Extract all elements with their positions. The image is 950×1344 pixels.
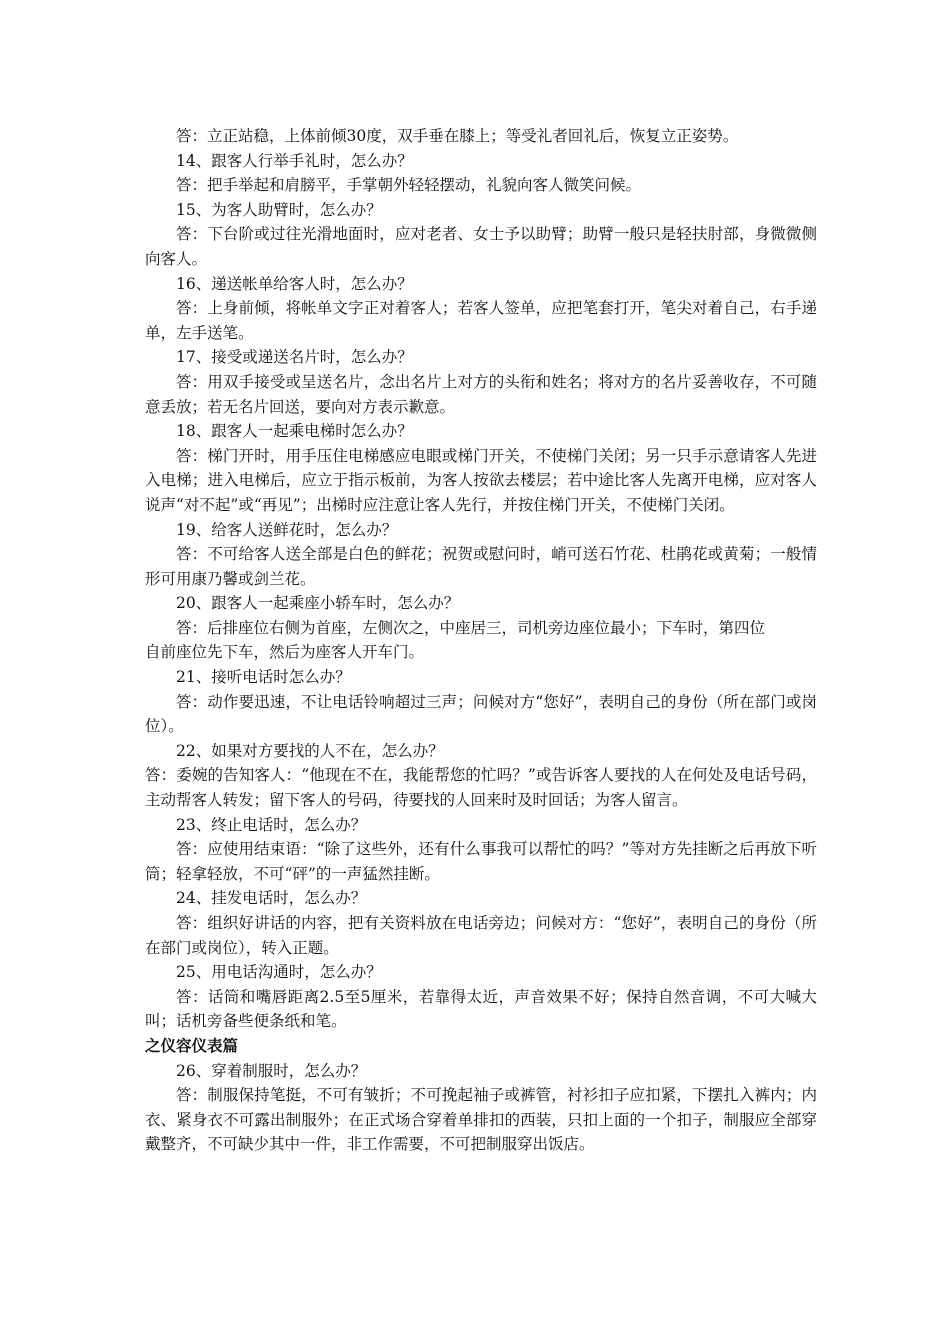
answer-16: 答：上身前倾，将帐单文字正对着客人；若客人签单，应把笔套打开，笔尖对着自己，右手递单，左手送笔。 — [145, 299, 817, 342]
answer-20-part1: 答：后排座位右侧为首座，左侧次之，中座居三，司机旁边座位最小；下车时，第四位 — [176, 618, 766, 637]
question-20: 20、跟客人一起乘座小轿车时，怎么办？ — [176, 594, 460, 613]
answer-26: 答：制服保持笔挺，不可有皱折；不可挽起袖子或裤管，衬衫扣子应扣紧，下摆扎入裤内；内衣、紧身衣不可露出制服外；在正式场合穿着单排扣的西装，只扣上面的一个扣子，制服应全部穿戴整齐，不可缺少其中一件，非工作需要，不可把制服穿出饭店。 — [145, 1086, 817, 1154]
question-16: 16、递送帐单给客人时，怎么办？ — [176, 274, 413, 293]
question-18: 18、跟客人一起乘电梯时怎么办？ — [176, 422, 413, 441]
answer-22: 答：委婉的告知客人：“他现在不在，我能帮您的忙吗？”或告诉客人要找的人在何处及电话号码，主动帮客人转发；留下客人的号码，待要找的人回来时及时回话；为客人留言。 — [145, 766, 817, 810]
answer-14: 答：把手举起和肩膀平，手掌朝外轻轻摆动，礼貌向客人微笑问候。 — [176, 176, 642, 195]
question-17: 17、接受或递送名片时，怎么办？ — [176, 348, 413, 367]
answer-18: 答：梯门开时，用手压住电梯感应电眼或梯门开关，不使梯门关闭；另一只手示意请客人先进入电梯；进入电梯后，应立于指示板前，为客人按欲去楼层；若中途比客人先离开电梯，应对客人说声“对不起”或“再见”；出梯时应注意让客人先行，并按住梯门开关，不使梯门关闭。 — [145, 446, 817, 514]
question-14: 14、跟客人行举手礼时，怎么办？ — [176, 151, 413, 170]
answer-24: 答：组织好讲话的内容，把有关资料放在电话旁边；问候对方：“您好”，表明自己的身份（所在部门或岗位），转入正题。 — [145, 914, 817, 957]
answer-25: 答：话筒和嘴唇距离2.5至5厘米，若靠得太近，声音效果不好；保持自然音调，不可大喊大叫；话机旁备些便条纸和笔。 — [145, 987, 817, 1031]
document-body — [145, 124, 817, 1157]
answer-15: 答：下台阶或过往光滑地面时，应对老者、女士予以助臂；助臂一般只是轻扶肘部，身微微侧向客人。 — [145, 225, 817, 268]
question-19: 19、给客人送鲜花时，怎么办？ — [176, 520, 398, 539]
answer-17: 答：用双手接受或呈送名片，念出名片上对方的头衔和姓名；将对方的名片妥善收存，不可随意丢放；若无名片回送，要向对方表示歉意。 — [145, 372, 817, 416]
question-25: 25、用电话沟通时，怎么办？ — [176, 963, 382, 982]
question-22: 22、如果对方要找的人不在，怎么办？ — [176, 741, 444, 760]
question-23: 23、终止电话时，怎么办？ — [176, 815, 367, 834]
section-heading: 之仪容仪表篇 — [145, 1036, 239, 1055]
answer-20-part2: 自前座位先下车，然后为座客人开车门。 — [145, 643, 425, 662]
answer-21: 答：动作要迅速，不让电话铃响超过三声；问候对方“您好”，表明自己的身份（所在部门或岗位）。 — [145, 692, 817, 736]
question-15: 15、为客人助臂时，怎么办？ — [176, 200, 382, 219]
question-21: 21、接听电话时怎么办？ — [176, 668, 351, 687]
question-24: 24、挂发电话时，怎么办？ — [176, 889, 367, 908]
answer-23: 答：应使用结束语：“除了这些外，还有什么事我可以帮忙的吗？”等对方先挂断之后再放下听筒；轻拿轻放，不可“砰”的一声猛然挂断。 — [145, 840, 817, 883]
answer-13: 答：立正站稳，上体前倾30度，双手垂在膝上；等受礼者回礼后，恢复立正姿势。 — [176, 127, 739, 145]
answer-19: 答：不可给客人送全部是白色的鲜花；祝贺或慰问时，峭可送石竹花、杜鹃花或黄菊；一般情形可用康乃馨或剑兰花。 — [145, 545, 817, 588]
question-26: 26、穿着制服时，怎么办？ — [176, 1061, 367, 1080]
